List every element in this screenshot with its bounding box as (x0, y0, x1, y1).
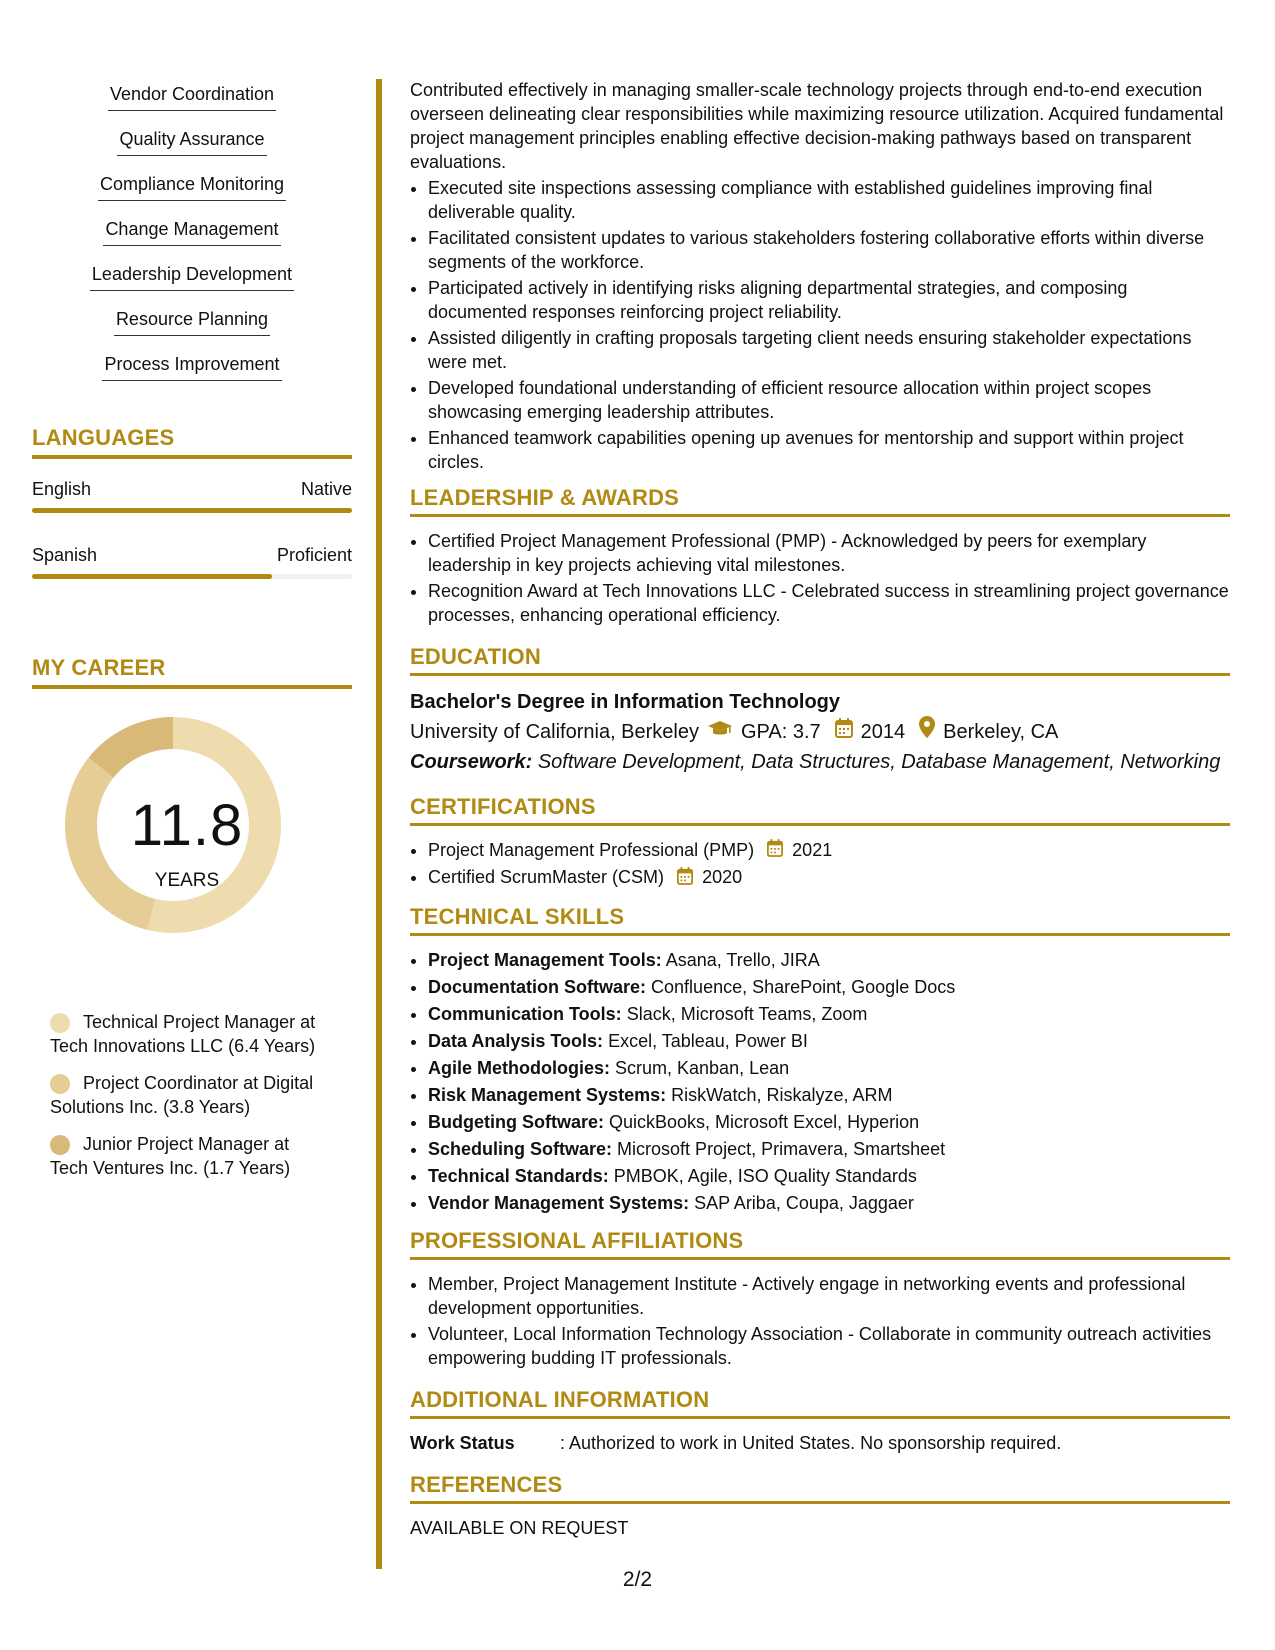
language-row (32, 479, 352, 513)
certifications-heading: CERTIFICATIONS (410, 795, 1230, 826)
column-divider (376, 79, 382, 1569)
education-location: Berkeley, CA (943, 720, 1059, 743)
career-item: Technical Project Manager at Tech Innovations LLC (6.4 Years) (50, 1012, 316, 1056)
list-item: • Facilitated consistent updates to various stakeholders fostering collaborative efforts within diverse segments of the workforce. (428, 226, 1230, 274)
list-item: • Scheduling Software: Microsoft Project, Primavera, Smartsheet (428, 1137, 1230, 1161)
language-row (32, 545, 352, 579)
legend-dot (50, 1074, 70, 1094)
affiliations-heading: PROFESSIONAL AFFILIATIONS (410, 1229, 1230, 1260)
references-text: AVAILABLE ON REQUEST (410, 1517, 629, 1538)
list-item: • Enhanced teamwork capabilities opening up avenues for mentorship and support within project circles. (428, 426, 1230, 474)
language-bar (32, 508, 352, 513)
right-column (410, 78, 1230, 1540)
skill-item: Leadership Development (32, 262, 352, 307)
list-item: • Recognition Award at Tech Innovations LLC - Celebrated success in streamlining project governance processes, enhancing operational efficiency. (428, 579, 1230, 627)
language-level: Proficient (276, 545, 352, 565)
language-name: Spanish (32, 545, 98, 565)
career-total: 11.8 (130, 793, 244, 858)
list-item: • Executed site inspections assessing compliance with established guidelines improving final deliverable quality. (428, 176, 1230, 224)
career-heading: MY CAREER (32, 655, 352, 689)
career-legend (50, 1010, 330, 1180)
work-status-row (410, 1431, 1230, 1455)
experience-summary: Contributed effectively in managing smaller-scale technology projects through end-to-end execution overseen delineating clear responsibilities while maximizing resource utilization. Acquired fundamental project management principles enabling effective decision-making pathways based on transparent evaluations. (410, 80, 1224, 172)
list-item: • Member, Project Management Institute - Actively engage in networking events and professional development opportunities. (428, 1272, 1230, 1320)
language-name: English (32, 479, 92, 499)
technical-skills-heading: TECHNICAL SKILLS (410, 905, 1230, 936)
career-unit: YEARS (154, 870, 220, 891)
work-status-value: : Authorized to work in United States. No sponsorship required. (560, 1432, 1062, 1453)
education-coursework: Coursework: Software Development, Data Structures, Database Management, Networking (410, 751, 1221, 773)
calendar-icon (677, 867, 693, 891)
graduation-cap-icon (707, 717, 733, 747)
list-item: • Certified Project Management Professional (PMP) - Acknowledged by peers for exemplary leadership in key projects achieving vital milestones. (428, 529, 1230, 577)
skill-item: Vendor Coordination (32, 82, 352, 127)
education-gpa: GPA: 3.7 (741, 720, 821, 743)
experience-bullets (410, 176, 1230, 474)
language-bar-fill (32, 508, 352, 513)
legend-dot (50, 1013, 70, 1033)
work-status-label: Work Status (410, 1432, 515, 1453)
skill-item: Process Improvement (32, 352, 352, 397)
list-item: • Vendor Management Systems: SAP Ariba, Coupa, Jaggaer (428, 1191, 1230, 1215)
leadership-list (410, 529, 1230, 627)
list-item: • Communication Tools: Slack, Microsoft Teams, Zoom (428, 1002, 1230, 1026)
skills-list (32, 82, 352, 397)
list-item: • Data Analysis Tools: Excel, Tableau, Power BI (428, 1029, 1230, 1053)
career-item: Project Coordinator at Digital Solutions Inc. (3.8 Years) (50, 1073, 314, 1117)
list-item: • Certified ScrumMaster (CSM) 2020 (428, 865, 1230, 890)
education-year: 2014 (860, 720, 906, 743)
skill-item: Resource Planning (32, 307, 352, 352)
skill-item: Quality Assurance (32, 127, 352, 172)
list-item: • Assisted diligently in crafting proposals targeting client needs ensuring stakeholder expectations were met. (428, 326, 1230, 374)
list-item: • Volunteer, Local Information Technology Association - Collaborate in community outreach activities empowering budding IT professionals. (428, 1322, 1230, 1370)
affiliations-list (410, 1272, 1230, 1370)
education-heading: EDUCATION (410, 645, 1230, 676)
references-heading: REFERENCES (410, 1473, 1230, 1504)
education-degree: Bachelor's Degree in Information Technology (410, 691, 841, 713)
location-pin-icon (919, 716, 935, 747)
additional-info-heading: ADDITIONAL INFORMATION (410, 1388, 1230, 1419)
technical-skills-list (410, 948, 1230, 1215)
skill-item: Compliance Monitoring (32, 172, 352, 217)
list-item: • Documentation Software: Confluence, SharePoint, Google Docs (428, 975, 1230, 999)
career-item: Junior Project Manager at Tech Ventures Inc. (1.7 Years) (50, 1134, 291, 1178)
list-item: • Participated actively in identifying risks aligning departmental strategies, and composing documented responses reinforcing project reliability. (428, 276, 1230, 324)
list-item: • Project Management Tools: Asana, Trello, JIRA (428, 948, 1230, 972)
list-item: • Technical Standards: PMBOK, Agile, ISO Quality Standards (428, 1164, 1230, 1188)
calendar-icon (767, 839, 783, 863)
list-item: • Risk Management Systems: RiskWatch, Riskalyze, ARM (428, 1083, 1230, 1107)
education-school: University of California, Berkeley (410, 720, 699, 743)
calendar-icon (835, 717, 853, 747)
education-details (410, 716, 1230, 747)
legend-dot (50, 1135, 70, 1155)
language-bar-fill (32, 574, 272, 579)
leadership-heading: LEADERSHIP & AWARDS (410, 486, 1230, 517)
list-item: • Developed foundational understanding of efficient resource allocation within project scopes showcasing emerging leadership attributes. (428, 376, 1230, 424)
page-number: 2/2 (622, 1568, 653, 1591)
language-bar (32, 574, 352, 579)
list-item: • Project Management Professional (PMP) 2021 (428, 838, 1230, 863)
list-item: • Budgeting Software: QuickBooks, Microsoft Excel, Hyperion (428, 1110, 1230, 1134)
skill-item: Change Management (32, 217, 352, 262)
career-donut-chart (32, 714, 342, 954)
list-item: • Agile Methodologies: Scrum, Kanban, Lean (428, 1056, 1230, 1080)
language-level: Native (300, 479, 352, 499)
languages-heading: LANGUAGES (32, 425, 352, 459)
left-column (32, 82, 352, 689)
certifications-list (410, 838, 1230, 891)
